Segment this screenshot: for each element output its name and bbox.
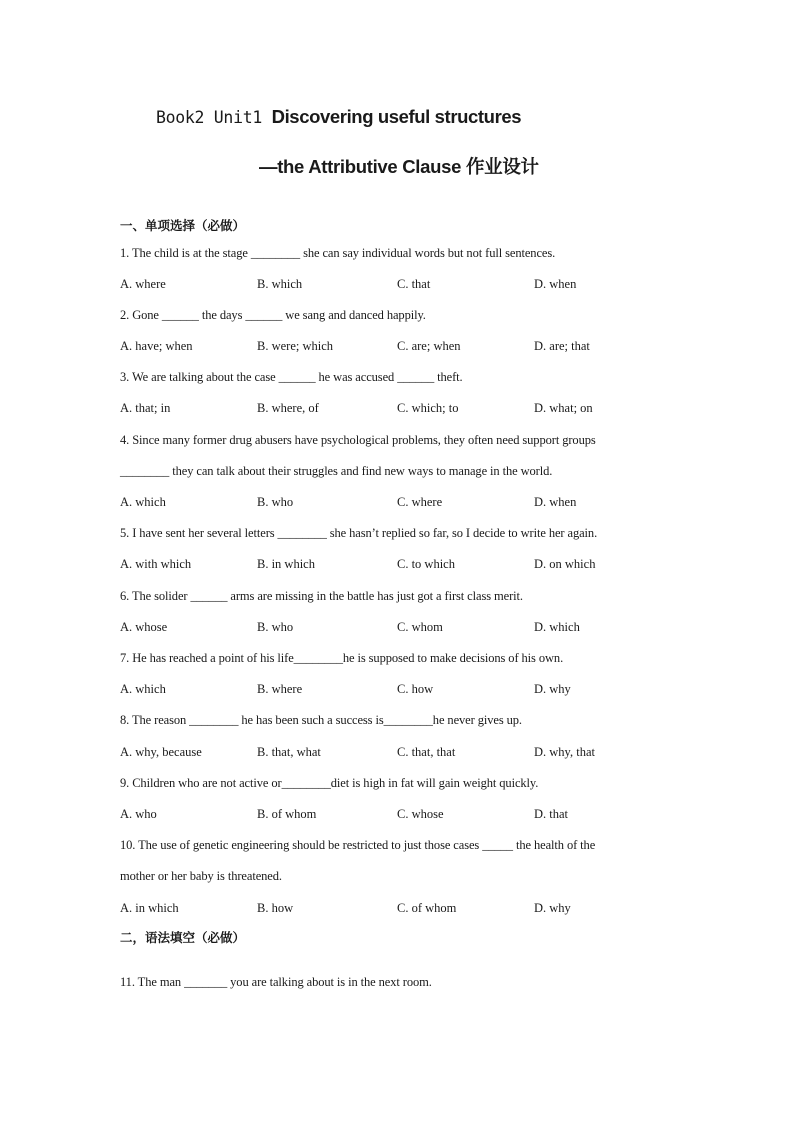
question-2-options xyxy=(120,336,680,356)
option-a: A. which xyxy=(120,682,166,696)
option-a: A. have; when xyxy=(120,339,193,353)
option-b: B. which xyxy=(257,277,303,291)
question-1-options xyxy=(120,274,680,294)
question-9-options xyxy=(120,804,680,824)
option-b: B. who xyxy=(257,620,294,634)
option-c: C. which; to xyxy=(397,401,459,415)
option-d: D. why, that xyxy=(534,745,595,759)
question-10-options xyxy=(120,898,680,918)
option-c: C. whose xyxy=(397,807,444,821)
question-10-line-1: 10. The use of genetic engineering should be restricted to just those cases _____ the health of the xyxy=(120,838,596,852)
option-d: D. on which xyxy=(534,557,596,571)
section-heading-grammar-fill: 二，语法填空（必做） xyxy=(120,930,246,945)
title-main-bold: Discovering useful structures xyxy=(271,106,522,127)
question-6-options xyxy=(120,617,680,637)
option-b: B. who xyxy=(257,495,294,509)
document-title-line-2: —the Attributive Clause 作业设计 xyxy=(259,156,539,177)
question-2: 2. Gone ______ the days ______ we sang and danced happily. xyxy=(120,308,426,322)
question-3: 3. We are talking about the case ______ he was accused ______ theft. xyxy=(120,370,463,384)
question-9: 9. Children who are not active or________diet is high in fat will gain weight quickly. xyxy=(120,776,539,790)
option-c: C. how xyxy=(397,682,434,696)
option-b: B. where xyxy=(257,682,303,696)
option-c: C. whom xyxy=(397,620,443,634)
option-c: C. are; when xyxy=(397,339,461,353)
question-10-line-2: mother or her baby is threatened. xyxy=(120,869,282,883)
question-5: 5. I have sent her several letters ________ she hasn’t replied so far, so I decide to write her again. xyxy=(120,526,598,540)
option-d: D. why xyxy=(534,682,571,696)
option-a: A. where xyxy=(120,277,166,291)
option-c: C. where xyxy=(397,495,443,509)
question-3-options xyxy=(120,398,680,418)
option-a: A. with which xyxy=(120,557,192,571)
option-d: D. what; on xyxy=(534,401,593,415)
question-7-options xyxy=(120,679,680,699)
option-d: D. which xyxy=(534,620,580,634)
option-a: A. whose xyxy=(120,620,168,634)
question-4-line-1: 4. Since many former drug abusers have psychological problems, they often need support groups xyxy=(120,433,596,447)
option-a: A. in which xyxy=(120,901,179,915)
option-d: D. are; that xyxy=(534,339,590,353)
question-4-line-2: ________ they can talk about their struggles and find new ways to manage in the world. xyxy=(120,464,553,478)
question-8: 8. The reason ________ he has been such a success is________he never gives up. xyxy=(120,713,522,727)
document-title-line-1 xyxy=(156,104,521,130)
question-5-options xyxy=(120,554,680,574)
option-a: A. who xyxy=(120,807,157,821)
option-a: A. why, because xyxy=(120,745,202,759)
option-b: B. where, of xyxy=(257,401,319,415)
option-b: B. how xyxy=(257,901,294,915)
option-c: C. of whom xyxy=(397,901,457,915)
option-d: D. why xyxy=(534,901,571,915)
option-d: D. that xyxy=(534,807,569,821)
question-6: 6. The solider ______ arms are missing in the battle has just got a first class merit. xyxy=(120,589,523,603)
option-b: B. that, what xyxy=(257,745,321,759)
option-d: D. when xyxy=(534,277,577,291)
option-b: B. in which xyxy=(257,557,315,571)
question-7: 7. He has reached a point of his life________he is supposed to make decisions of his own. xyxy=(120,651,564,665)
question-11: 11. The man _______ you are talking about is in the next room. xyxy=(120,975,432,989)
option-d: D. when xyxy=(534,495,577,509)
option-b: B. of whom xyxy=(257,807,317,821)
option-a: A. that; in xyxy=(120,401,171,415)
option-b: B. were; which xyxy=(257,339,334,353)
option-c: C. to which xyxy=(397,557,455,571)
title-unit-prefix: Book2 Unit1 xyxy=(156,108,272,127)
option-a: A. which xyxy=(120,495,166,509)
option-c: C. that, that xyxy=(397,745,456,759)
option-c: C. that xyxy=(397,277,431,291)
section-heading-multiple-choice: 一、单项选择（必做） xyxy=(120,218,246,233)
question-8-options xyxy=(120,742,680,762)
question-4-options xyxy=(120,492,680,512)
question-1: 1. The child is at the stage ________ she can say individual words but not full sentences. xyxy=(120,246,556,260)
